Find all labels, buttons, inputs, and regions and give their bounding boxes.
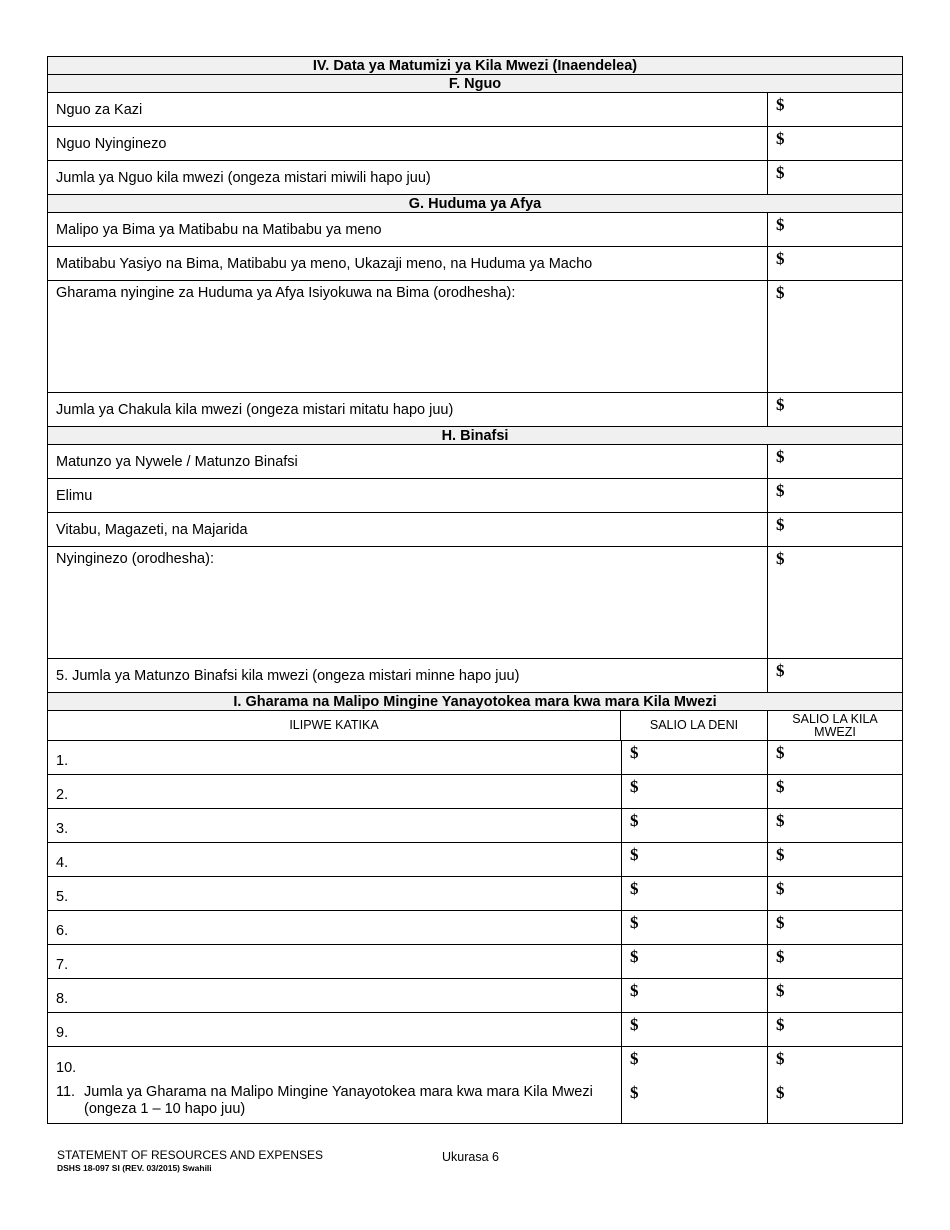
row-label[interactable]: Nyinginezo (orodhesha):	[56, 551, 214, 567]
form-row-matibabu	[48, 247, 902, 281]
row-label: Matibabu Yasiyo na Bima, Matibabu ya meno, Ukazaji meno, na Huduma ya Macho	[56, 255, 593, 272]
salio-deni-field[interactable]: $	[621, 945, 767, 978]
row-label: 4.	[56, 855, 69, 871]
form-row-i-item	[48, 979, 902, 1013]
row-label: 2.	[56, 787, 69, 803]
amount-field[interactable]: $	[767, 513, 902, 546]
salio-mwezi-field[interactable]: $	[767, 809, 902, 842]
row-label: Nguo Nyinginezo	[56, 135, 167, 152]
row-label: 5.	[56, 889, 69, 905]
row-number: 11.	[56, 1084, 76, 1100]
form-row-i-item	[48, 1047, 902, 1081]
row-label: 8.	[56, 991, 69, 1007]
salio-deni-field[interactable]: $	[621, 1081, 767, 1123]
row-label: 9.	[56, 1025, 69, 1041]
amount-field[interactable]: $	[767, 127, 902, 160]
salio-mwezi-field[interactable]: $	[767, 843, 902, 876]
salio-deni-field[interactable]: $	[621, 1013, 767, 1046]
amount-field[interactable]: $	[767, 281, 902, 392]
form-row-gharama-nyingine	[48, 281, 902, 393]
form-row-nyinginezo	[48, 547, 902, 659]
form-title-text: IV. Data ya Matumizi ya Kila Mwezi (Inaendelea)	[312, 57, 638, 74]
row-label: Elimu	[56, 487, 93, 504]
form-row-afya-total	[48, 393, 902, 427]
footer	[57, 1148, 323, 1173]
amount-field[interactable]: $	[767, 479, 902, 512]
salio-mwezi-field[interactable]: $	[767, 1047, 902, 1081]
amount-field[interactable]: $	[767, 161, 902, 194]
row-label: 1.	[56, 753, 69, 769]
salio-deni-field[interactable]: $	[621, 775, 767, 808]
amount-field[interactable]: $	[767, 393, 902, 426]
salio-deni-field[interactable]: $	[621, 809, 767, 842]
column-headers	[48, 711, 902, 741]
form-row-i-item	[48, 945, 902, 979]
salio-mwezi-field[interactable]: $	[767, 877, 902, 910]
salio-mwezi-field[interactable]: $	[767, 1081, 902, 1123]
salio-deni-field[interactable]: $	[621, 1047, 767, 1081]
form-row-vitabu	[48, 513, 902, 547]
row-label: Malipo ya Bima ya Matibabu na Matibabu ya meno	[56, 221, 382, 238]
col-header-ilipwe: ILIPWE KATIKA	[289, 718, 379, 732]
salio-mwezi-field[interactable]: $	[767, 911, 902, 944]
row-label: 3.	[56, 821, 69, 837]
col-header-salio-mwezi: SALIO LA KILA MWEZI	[767, 711, 902, 740]
form-row-nywele	[48, 445, 902, 479]
section-g-title: G. Huduma ya Afya	[408, 195, 542, 212]
section-h-title: H. Binafsi	[441, 427, 509, 444]
page-number: Ukurasa 6	[442, 1150, 499, 1164]
form-row-nguo-total	[48, 161, 902, 195]
amount-field[interactable]: $	[767, 247, 902, 280]
salio-mwezi-field[interactable]: $	[767, 1013, 902, 1046]
row-text: Jumla ya Gharama na Malipo Mingine Yanayotokea mara kwa mara Kila Mwezi (ongeza 1 – 10 hapo juu)	[84, 1084, 593, 1117]
form-row-bima	[48, 213, 902, 247]
salio-deni-field[interactable]: $	[621, 843, 767, 876]
section-header-g	[48, 195, 902, 213]
section-header-i	[48, 693, 902, 711]
row-label: Vitabu, Magazeti, na Majarida	[56, 521, 248, 538]
form-row-nguo-nyinginezo	[48, 127, 902, 161]
row-label: Nguo za Kazi	[56, 101, 143, 118]
footer-form-title: STATEMENT OF RESOURCES AND EXPENSES	[57, 1148, 324, 1162]
salio-deni-field[interactable]: $	[621, 979, 767, 1012]
row-label: 7.	[56, 957, 69, 973]
amount-field[interactable]: $	[767, 93, 902, 126]
salio-deni-field[interactable]: $	[621, 911, 767, 944]
section-header-h	[48, 427, 902, 445]
salio-mwezi-field[interactable]: $	[767, 775, 902, 808]
expense-form	[47, 56, 903, 1124]
col-header-salio-deni: SALIO LA DENI	[620, 711, 767, 740]
row-label[interactable]: Gharama nyingine za Huduma ya Afya Isiyokuwa na Bima (orodhesha):	[56, 285, 516, 301]
footer-form-code: DSHS 18-097 SI (REV. 03/2015) Swahili	[57, 1163, 212, 1173]
form-row-elimu	[48, 479, 902, 513]
row-label: Jumla ya Chakula kila mwezi (ongeza mistari mitatu hapo juu)	[56, 401, 454, 418]
amount-field[interactable]: $	[767, 213, 902, 246]
form-row-i-item	[48, 877, 902, 911]
salio-deni-field[interactable]: $	[621, 877, 767, 910]
form-row-i-item	[48, 1013, 902, 1047]
form-title	[48, 57, 902, 75]
row-label: 5. Jumla ya Matunzo Binafsi kila mwezi (ongeza mistari minne hapo juu)	[56, 667, 520, 684]
section-i-title: I. Gharama na Malipo Mingine Yanayotokea mara kwa mara Kila Mwezi	[233, 693, 717, 710]
form-row-i-item	[48, 809, 902, 843]
form-row-i-total	[48, 1081, 902, 1123]
form-row-i-item	[48, 843, 902, 877]
section-f-title: F. Nguo	[448, 75, 502, 92]
row-label	[48, 1081, 621, 1123]
form-row-i-item	[48, 741, 902, 775]
salio-mwezi-field[interactable]: $	[767, 979, 902, 1012]
amount-field[interactable]: $	[767, 659, 902, 692]
row-label: Jumla ya Nguo kila mwezi (ongeza mistari miwili hapo juu)	[56, 169, 431, 186]
form-row-i-item	[48, 775, 902, 809]
amount-field[interactable]: $	[767, 547, 902, 658]
section-header-f	[48, 75, 902, 93]
form-row-binafsi-total	[48, 659, 902, 693]
salio-mwezi-field[interactable]: $	[767, 741, 902, 774]
row-label: 6.	[56, 923, 69, 939]
form-row-nguo-kazi	[48, 93, 902, 127]
salio-mwezi-field[interactable]: $	[767, 945, 902, 978]
row-label: 10.	[56, 1060, 77, 1076]
salio-deni-field[interactable]: $	[621, 741, 767, 774]
row-label: Matunzo ya Nywele / Matunzo Binafsi	[56, 453, 298, 470]
form-row-i-item	[48, 911, 902, 945]
amount-field[interactable]: $	[767, 445, 902, 478]
